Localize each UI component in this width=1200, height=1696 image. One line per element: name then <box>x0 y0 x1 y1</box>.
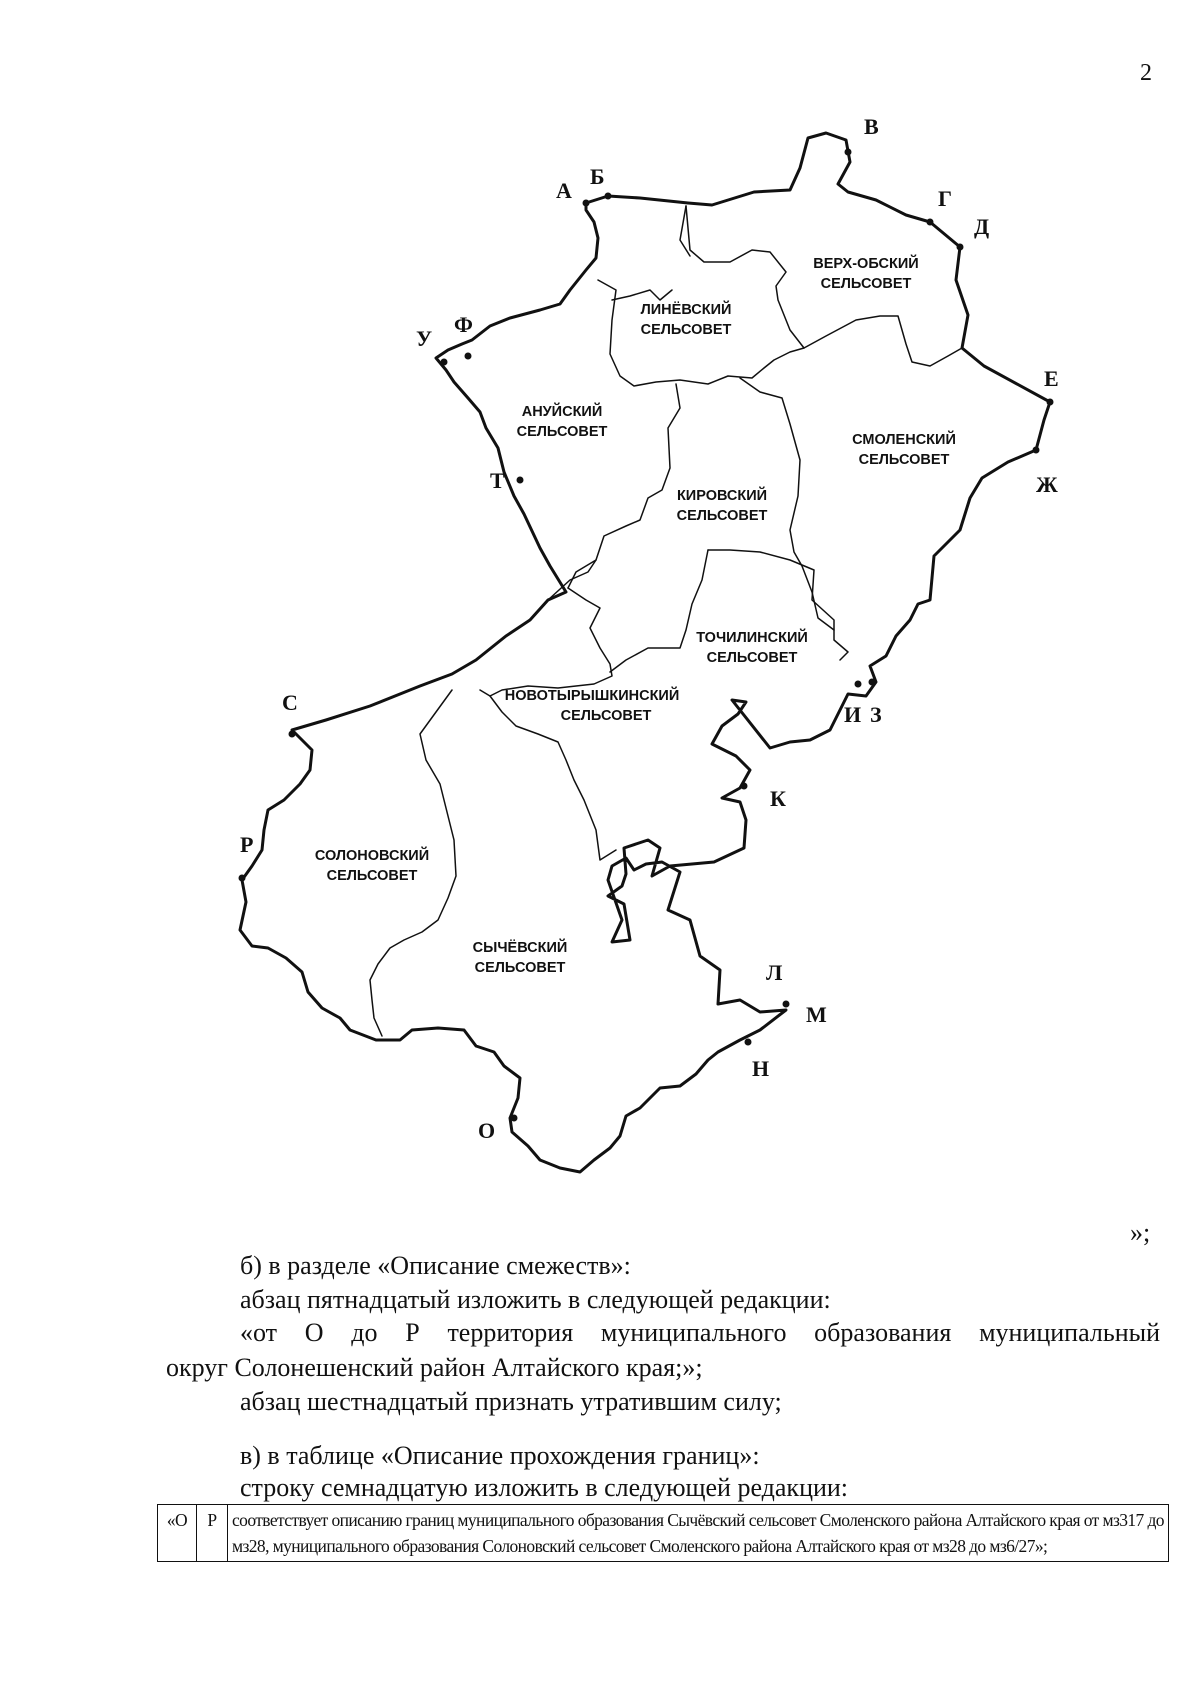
label-sychevsky-2: СЕЛЬСОВЕТ <box>474 960 566 976</box>
label-novotyryshkinsky-2: СЕЛЬСОВЕТ <box>560 708 652 724</box>
label-smolensky-2: СЕЛЬСОВЕТ <box>858 452 950 468</box>
label-linevsky-1: ЛИНЁВСКИЙ <box>640 302 732 318</box>
boundary-points <box>239 149 1054 1122</box>
cell-to: Р <box>197 1505 228 1562</box>
paragraph-b: б) в разделе «Описание смежеств»: <box>240 1251 631 1280</box>
point-label-b: Б <box>590 164 605 189</box>
point-label-t: Т <box>490 468 505 493</box>
boundary-tochilinsky-west <box>610 550 708 672</box>
label-tochilinsky-2: СЕЛЬСОВЕТ <box>706 650 798 666</box>
point-label-g: Г <box>938 186 952 211</box>
point-label-a: А <box>556 178 572 203</box>
point-label-d: Д <box>974 214 990 239</box>
point-label-o: О <box>478 1118 496 1143</box>
label-smolensky-1: СМОЛЕНСКИЙ <box>852 432 956 448</box>
label-tochilinsky-1: ТОЧИЛИНСКИЙ <box>696 630 808 646</box>
point-labels <box>240 114 1059 1143</box>
table-row <box>158 1505 1169 1562</box>
label-linevsky-2: СЕЛЬСОВЕТ <box>640 322 732 338</box>
row-17-instruction: строку семнадцатую изложить в следующей редакции: <box>240 1473 849 1502</box>
paragraph-16-instruction: абзац шестнадцатый признать утратившим силу; <box>240 1387 782 1416</box>
label-verkh-obsky-2: СЕЛЬСОВЕТ <box>820 276 912 292</box>
point-label-l: Л <box>766 960 783 985</box>
point-label-u: У <box>416 326 433 351</box>
cell-description: соответствует описанию границ муниципального образования Сычёвский сельсовет Смоленского района Алтайского края от мз317 до мз28, муниципального образования Солоновский сельсовет Смоленского района Алтайского края от мз28 до мз6/27»; <box>228 1505 1169 1562</box>
cell-from: «О <box>158 1505 197 1562</box>
closing-quote: »; <box>1130 1218 1151 1247</box>
label-kirovsky-2: СЕЛЬСОВЕТ <box>676 508 768 524</box>
point-label-n: Н <box>752 1056 770 1081</box>
page-number: 2 <box>1140 60 1152 86</box>
outer-boundary <box>240 133 1050 1172</box>
label-verkh-obsky-1: ВЕРХ-ОБСКИЙ <box>813 256 919 272</box>
paragraph-15-text-line1: «от О до Р территория муниципального образования муниципальный <box>240 1318 1160 1347</box>
point-label-f: Ф <box>454 312 473 337</box>
point-label-m: М <box>806 1002 827 1027</box>
point-label-s: С <box>282 690 298 715</box>
point-label-e: Е <box>1044 366 1059 391</box>
label-sychevsky-1: СЫЧЁВСКИЙ <box>472 940 568 956</box>
boundary-description-table <box>157 1504 1169 1562</box>
paragraph-v: в) в таблице «Описание прохождения границ»: <box>240 1441 760 1470</box>
boundary-linevsky-anuy <box>612 290 672 300</box>
point-label-k: К <box>770 786 786 811</box>
label-kirovsky-1: КИРОВСКИЙ <box>676 488 768 504</box>
point-label-zh: Ж <box>1036 472 1058 497</box>
label-anuy-1: АНУЙСКИЙ <box>521 404 603 420</box>
paragraph-15-text-line2: округ Солонешенский район Алтайского края;»; <box>166 1353 703 1382</box>
point-label-v: В <box>864 114 879 139</box>
point-label-z: З <box>870 702 882 727</box>
boundary-kirovsky-east <box>740 378 834 630</box>
point-label-r: Р <box>240 832 254 857</box>
label-novotyryshkinsky-1: НОВОТЫРЫШКИНСКИЙ <box>504 688 680 704</box>
label-solonovsky-2: СЕЛЬСОВЕТ <box>326 868 418 884</box>
label-anuy-2: СЕЛЬСОВЕТ <box>516 424 608 440</box>
point-label-i: И <box>844 702 862 727</box>
paragraph-15-instruction: абзац пятнадцатый изложить в следующей редакции: <box>240 1285 831 1314</box>
label-solonovsky-1: СОЛОНОВСКИЙ <box>314 848 430 864</box>
